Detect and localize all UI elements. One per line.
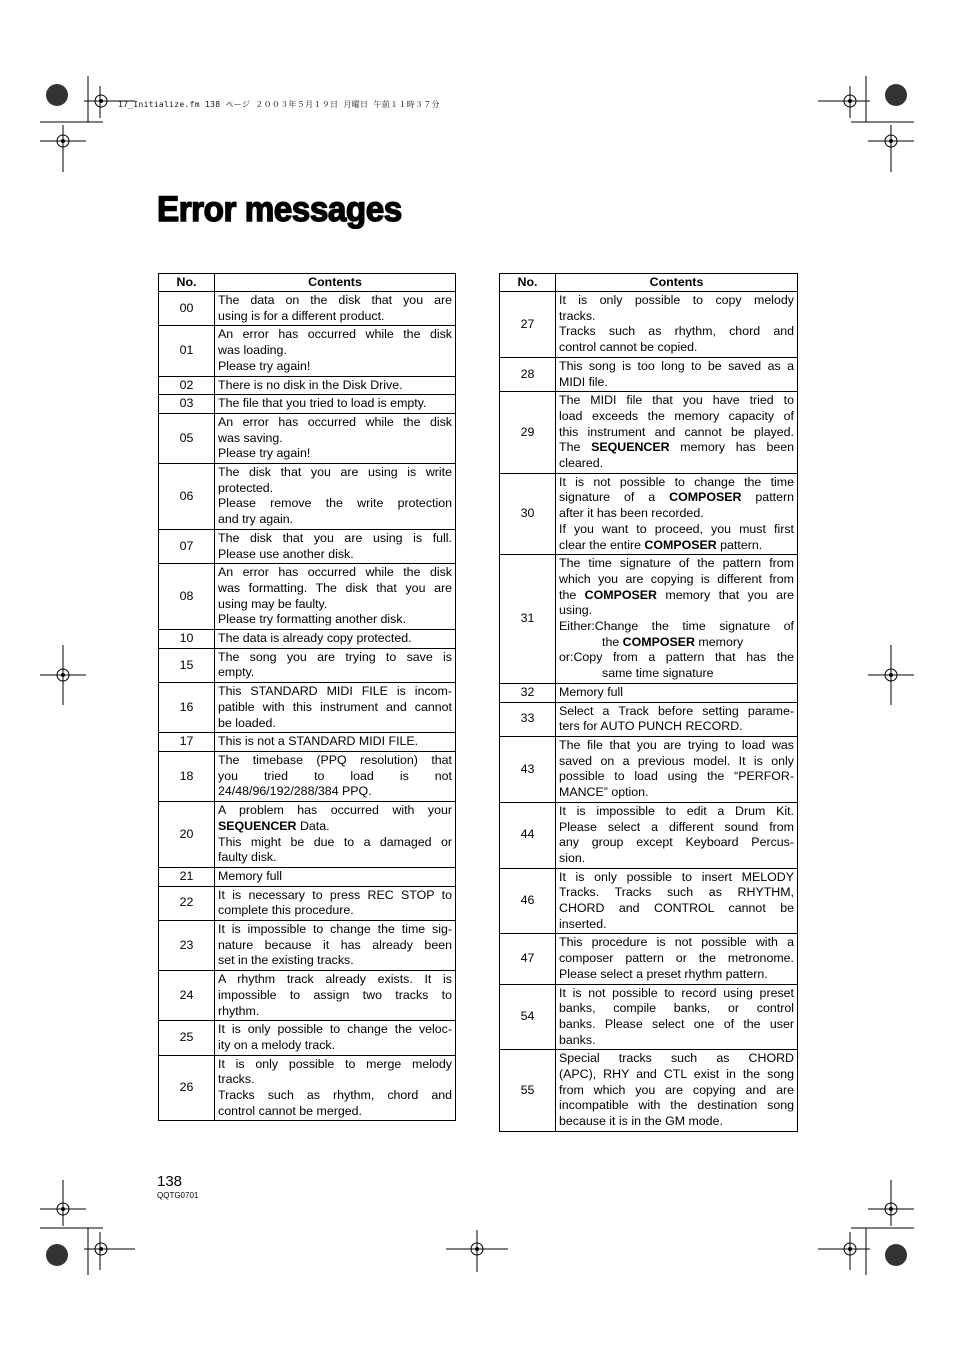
error-description bbox=[556, 984, 798, 1050]
table-row bbox=[159, 867, 456, 886]
error-description bbox=[215, 867, 456, 886]
description-line: (APC), RHY and CTL exist in the song bbox=[559, 1067, 794, 1082]
error-description bbox=[556, 555, 798, 684]
table-row bbox=[500, 736, 798, 802]
description-line: The file that you tried to load is empty. bbox=[218, 396, 427, 411]
table-row bbox=[500, 292, 798, 358]
table-row bbox=[159, 376, 456, 395]
error-description bbox=[215, 292, 456, 326]
description-line: The data on the disk that you are bbox=[218, 293, 452, 307]
description-line: sion. bbox=[559, 850, 586, 865]
table-row bbox=[159, 921, 456, 971]
description-line: It is only possible to merge melody bbox=[218, 1056, 452, 1071]
description-line: saved on a previous model. It is only bbox=[559, 753, 794, 768]
table-row bbox=[159, 802, 456, 868]
page-number: 138 bbox=[157, 1173, 183, 1190]
error-number: 44 bbox=[500, 802, 556, 868]
description-line: possible to load using the “PERFOR- bbox=[559, 769, 794, 784]
column-header-no: No. bbox=[159, 274, 215, 292]
description-line: The MIDI file that you have tried to bbox=[559, 393, 794, 408]
error-description bbox=[215, 464, 456, 530]
table-row bbox=[159, 413, 456, 463]
table-row bbox=[159, 395, 456, 414]
bold-term: SEQUENCER bbox=[591, 440, 670, 455]
table-row bbox=[159, 683, 456, 733]
error-description bbox=[215, 886, 456, 920]
description-line: you tried to load is not bbox=[218, 768, 452, 783]
description-line: inserted. bbox=[559, 916, 607, 931]
description-line: MANCE” option. bbox=[559, 785, 649, 800]
bold-term: COMPOSER bbox=[584, 587, 657, 602]
error-number: 17 bbox=[159, 733, 215, 752]
description-line: and try again. bbox=[218, 512, 294, 527]
description-line: Memory full bbox=[218, 868, 283, 883]
error-number: 20 bbox=[159, 802, 215, 868]
description-line: Memory full bbox=[559, 684, 624, 699]
table-row bbox=[159, 529, 456, 563]
description-line: Either:Change the time signature of bbox=[559, 619, 794, 634]
error-number: 16 bbox=[159, 683, 215, 733]
error-description bbox=[215, 395, 456, 414]
description-line: using may be faulty. bbox=[218, 596, 328, 611]
description-line: The timebase (PPQ resolution) that bbox=[218, 752, 452, 767]
error-number: 15 bbox=[159, 648, 215, 682]
description-line: was saving. bbox=[218, 430, 283, 445]
error-description bbox=[215, 648, 456, 682]
table-row bbox=[159, 464, 456, 530]
table-row bbox=[159, 733, 456, 752]
table-row bbox=[500, 934, 798, 984]
error-description bbox=[215, 751, 456, 801]
description-line: cleared. bbox=[559, 456, 604, 471]
description-line: from which you are copying and are bbox=[559, 1082, 794, 1097]
line-text: The bbox=[559, 440, 592, 455]
error-description bbox=[215, 802, 456, 868]
description-line: It is only possible to copy melody bbox=[559, 293, 794, 307]
description-line: ity on a melody track. bbox=[218, 1037, 336, 1052]
table-row bbox=[159, 1021, 456, 1055]
error-table-left bbox=[158, 273, 456, 1121]
table-row bbox=[500, 702, 798, 736]
error-description bbox=[215, 326, 456, 376]
description-line: The data is already copy protected. bbox=[218, 631, 412, 646]
error-number: 08 bbox=[159, 564, 215, 630]
error-description bbox=[215, 376, 456, 395]
error-number: 02 bbox=[159, 376, 215, 395]
error-number: 06 bbox=[159, 464, 215, 530]
description-line: was loading. bbox=[218, 343, 287, 358]
table-row bbox=[500, 802, 798, 868]
error-number: 26 bbox=[159, 1055, 215, 1121]
table-row bbox=[159, 630, 456, 649]
description-line: incompatible with the destination song bbox=[559, 1098, 794, 1113]
error-description bbox=[556, 702, 798, 736]
error-description bbox=[215, 1055, 456, 1121]
line-text: clear the entire bbox=[559, 537, 645, 552]
error-description bbox=[215, 529, 456, 563]
error-number: 07 bbox=[159, 529, 215, 563]
description-line: Tracks such as rhythm, chord and bbox=[218, 1088, 452, 1103]
description-line: same time signature bbox=[602, 666, 714, 681]
error-number: 01 bbox=[159, 326, 215, 376]
table-row bbox=[159, 751, 456, 801]
description-line: If you want to proceed, you must first bbox=[559, 521, 794, 536]
description-line: Please use another disk. bbox=[218, 546, 354, 561]
bold-term: SEQUENCER bbox=[218, 818, 297, 833]
description-line: complete this procedure. bbox=[218, 903, 354, 918]
description-line: Please try formatting another disk. bbox=[218, 612, 407, 627]
line-text: pattern bbox=[741, 490, 794, 505]
description-line: ters for AUTO PUNCH RECORD. bbox=[559, 719, 743, 734]
error-number: 43 bbox=[500, 736, 556, 802]
error-description bbox=[215, 733, 456, 752]
table-row bbox=[159, 971, 456, 1021]
line-text: signature of a bbox=[559, 490, 670, 505]
description-line: It is necessary to press REC STOP to bbox=[218, 887, 452, 902]
description-line: load exceeds the memory capacity of bbox=[559, 408, 794, 423]
description-line: An error has occurred while the disk bbox=[218, 327, 452, 342]
description-line: A rhythm track already exists. It is bbox=[218, 972, 452, 987]
description-line: Please try again! bbox=[218, 358, 311, 373]
table-row bbox=[159, 292, 456, 326]
error-description bbox=[556, 802, 798, 868]
description-line: banks. Please select one of the user bbox=[559, 1016, 794, 1031]
description-line: Tracks such as rhythm, chord and bbox=[559, 324, 794, 339]
table-row bbox=[500, 984, 798, 1050]
description-line: This is not a STANDARD MIDI FILE. bbox=[218, 734, 419, 749]
error-number: 03 bbox=[159, 395, 215, 414]
description-line: this instrument and cannot be played. bbox=[559, 424, 794, 439]
table-row bbox=[159, 886, 456, 920]
description-line bbox=[559, 538, 794, 554]
description-line: nature because it has already been bbox=[218, 937, 452, 952]
error-number: 47 bbox=[500, 934, 556, 984]
description-line: A problem has occurred with your bbox=[218, 803, 452, 818]
description-line bbox=[559, 440, 794, 456]
column-header-contents: Contents bbox=[215, 274, 456, 292]
error-number: 00 bbox=[159, 292, 215, 326]
description-line: This might be due to a damaged or bbox=[218, 834, 452, 849]
error-number: 46 bbox=[500, 868, 556, 934]
description-line: after it has been recorded. bbox=[559, 506, 704, 521]
error-description bbox=[556, 1050, 798, 1132]
error-description bbox=[215, 1021, 456, 1055]
description-line: The file that you are trying to load was bbox=[559, 737, 794, 752]
description-line: 24/48/96/192/288/384 PPQ. bbox=[218, 784, 372, 799]
error-number: 24 bbox=[159, 971, 215, 1021]
error-description bbox=[215, 921, 456, 971]
description-line: The disk that you are using is write bbox=[218, 465, 452, 480]
description-line: It is only possible to insert MELODY bbox=[559, 869, 794, 884]
description-line: which you are copying is different from bbox=[559, 571, 794, 586]
table-row bbox=[500, 357, 798, 391]
file-header-line: 17_Initialize.fm 138 ページ ２００３年５月１９日 月曜日 午前１１時３７分 bbox=[118, 100, 440, 109]
description-line: This procedure is not possible with a bbox=[559, 935, 794, 950]
description-line: control cannot be copied. bbox=[559, 340, 698, 355]
error-number: 30 bbox=[500, 473, 556, 555]
description-line bbox=[559, 588, 794, 604]
column-header-no: No. bbox=[500, 274, 556, 292]
page-title: Error messages bbox=[157, 190, 402, 229]
line-text: memory that you are bbox=[656, 587, 795, 602]
description-line bbox=[218, 819, 452, 835]
error-number: 55 bbox=[500, 1050, 556, 1132]
description-line: The time signature of the pattern from bbox=[559, 556, 794, 571]
description-line: Special tracks such as CHORD bbox=[559, 1051, 794, 1066]
table-row bbox=[500, 868, 798, 934]
line-text: Data. bbox=[296, 818, 330, 833]
description-line: Please remove the write protection bbox=[218, 496, 452, 511]
description-line: empty. bbox=[218, 665, 255, 680]
description-line: Please try again! bbox=[218, 446, 311, 461]
error-table-right bbox=[499, 273, 798, 1132]
description-line: patible with this instrument and cannot bbox=[218, 699, 452, 714]
error-number: 27 bbox=[500, 292, 556, 358]
description-line: set in the existing tracks. bbox=[218, 953, 354, 968]
line-text: memory has been bbox=[669, 440, 795, 455]
description-line: Tracks. Tracks such as RHYTHM, bbox=[559, 885, 794, 900]
error-number: 23 bbox=[159, 921, 215, 971]
table-row bbox=[159, 326, 456, 376]
error-description bbox=[215, 683, 456, 733]
table-row bbox=[500, 1050, 798, 1132]
line-text: memory bbox=[694, 634, 744, 649]
description-line: CHORD and CONTROL cannot be bbox=[559, 901, 794, 916]
description-line: tracks. bbox=[559, 308, 596, 323]
description-line: rhythm. bbox=[218, 1003, 260, 1018]
error-number: 54 bbox=[500, 984, 556, 1050]
error-description bbox=[556, 357, 798, 391]
error-description bbox=[556, 292, 798, 358]
table-header-row bbox=[500, 274, 798, 292]
error-description bbox=[556, 736, 798, 802]
description-line bbox=[559, 635, 794, 651]
error-description bbox=[556, 934, 798, 984]
error-description bbox=[556, 868, 798, 934]
description-line: This song is too long to be saved as a bbox=[559, 358, 794, 373]
description-line: composer pattern or the metronome. bbox=[559, 951, 794, 966]
description-line: was formatting. The disk that you are bbox=[218, 580, 452, 595]
error-description bbox=[215, 564, 456, 630]
description-line: or:Copy from a pattern that has the bbox=[559, 650, 794, 665]
error-description bbox=[556, 683, 798, 702]
error-rows-left bbox=[159, 292, 456, 1121]
table-row bbox=[159, 1055, 456, 1121]
description-line: Please select a different sound from bbox=[559, 819, 794, 834]
table-row bbox=[159, 564, 456, 630]
description-line: impossible to assign two tracks to bbox=[218, 987, 452, 1002]
error-number: 22 bbox=[159, 886, 215, 920]
description-line: faulty disk. bbox=[218, 850, 277, 865]
error-number: 28 bbox=[500, 357, 556, 391]
description-line: tracks. bbox=[218, 1072, 255, 1087]
line-text: the bbox=[602, 634, 623, 649]
description-line bbox=[559, 490, 794, 506]
bold-term: COMPOSER bbox=[622, 634, 695, 649]
line-text: the bbox=[559, 587, 585, 602]
error-number: 31 bbox=[500, 555, 556, 684]
description-line: using. bbox=[559, 603, 593, 618]
error-number: 10 bbox=[159, 630, 215, 649]
document-code: QQTG0701 bbox=[157, 1191, 199, 1200]
error-number: 18 bbox=[159, 751, 215, 801]
error-number: 29 bbox=[500, 392, 556, 474]
error-description bbox=[215, 971, 456, 1021]
description-line: It is impossible to edit a Drum Kit. bbox=[559, 803, 794, 818]
description-line: Select a Track before setting parame- bbox=[559, 703, 794, 718]
error-number: 05 bbox=[159, 413, 215, 463]
description-line: banks, compile banks, or control bbox=[559, 1001, 794, 1016]
error-description bbox=[556, 473, 798, 555]
description-line: There is no disk in the Disk Drive. bbox=[218, 377, 403, 392]
error-number: 25 bbox=[159, 1021, 215, 1055]
description-line: Please select a preset rhythm pattern. bbox=[559, 966, 768, 981]
table-row bbox=[500, 392, 798, 474]
error-rows-right bbox=[500, 292, 798, 1132]
error-number: 33 bbox=[500, 702, 556, 736]
table-row bbox=[500, 473, 798, 555]
error-description bbox=[215, 413, 456, 463]
error-number: 21 bbox=[159, 867, 215, 886]
description-line: It is impossible to change the time sig- bbox=[218, 922, 452, 937]
description-line: banks. bbox=[559, 1032, 596, 1047]
error-description bbox=[556, 392, 798, 474]
description-line: using is for a different product. bbox=[218, 308, 385, 323]
table-row bbox=[500, 555, 798, 684]
description-line: It is not possible to change the time bbox=[559, 474, 794, 489]
description-line: It is not possible to record using preset bbox=[559, 985, 794, 1000]
description-line: This STANDARD MIDI FILE is incom- bbox=[218, 684, 452, 699]
table-header-row bbox=[159, 274, 456, 292]
description-line: An error has occurred while the disk bbox=[218, 565, 452, 580]
table-row bbox=[500, 683, 798, 702]
table-row bbox=[159, 648, 456, 682]
line-text: pattern. bbox=[716, 537, 763, 552]
description-line: The song you are trying to save is bbox=[218, 649, 452, 664]
description-line: The disk that you are using is full. bbox=[218, 530, 452, 545]
description-line: protected. bbox=[218, 480, 274, 495]
description-line: An error has occurred while the disk bbox=[218, 414, 452, 429]
description-line: because it is in the GM mode. bbox=[559, 1114, 723, 1129]
error-number: 32 bbox=[500, 683, 556, 702]
bold-term: COMPOSER bbox=[669, 490, 742, 505]
description-line: control cannot be merged. bbox=[218, 1103, 362, 1118]
description-line: any group except Keyboard Percus- bbox=[559, 835, 794, 850]
bold-term: COMPOSER bbox=[644, 537, 717, 552]
column-header-contents: Contents bbox=[556, 274, 798, 292]
error-description bbox=[215, 630, 456, 649]
description-line: MIDI file. bbox=[559, 374, 608, 389]
description-line: be loaded. bbox=[218, 715, 276, 730]
description-line: It is only possible to change the veloc- bbox=[218, 1022, 452, 1037]
